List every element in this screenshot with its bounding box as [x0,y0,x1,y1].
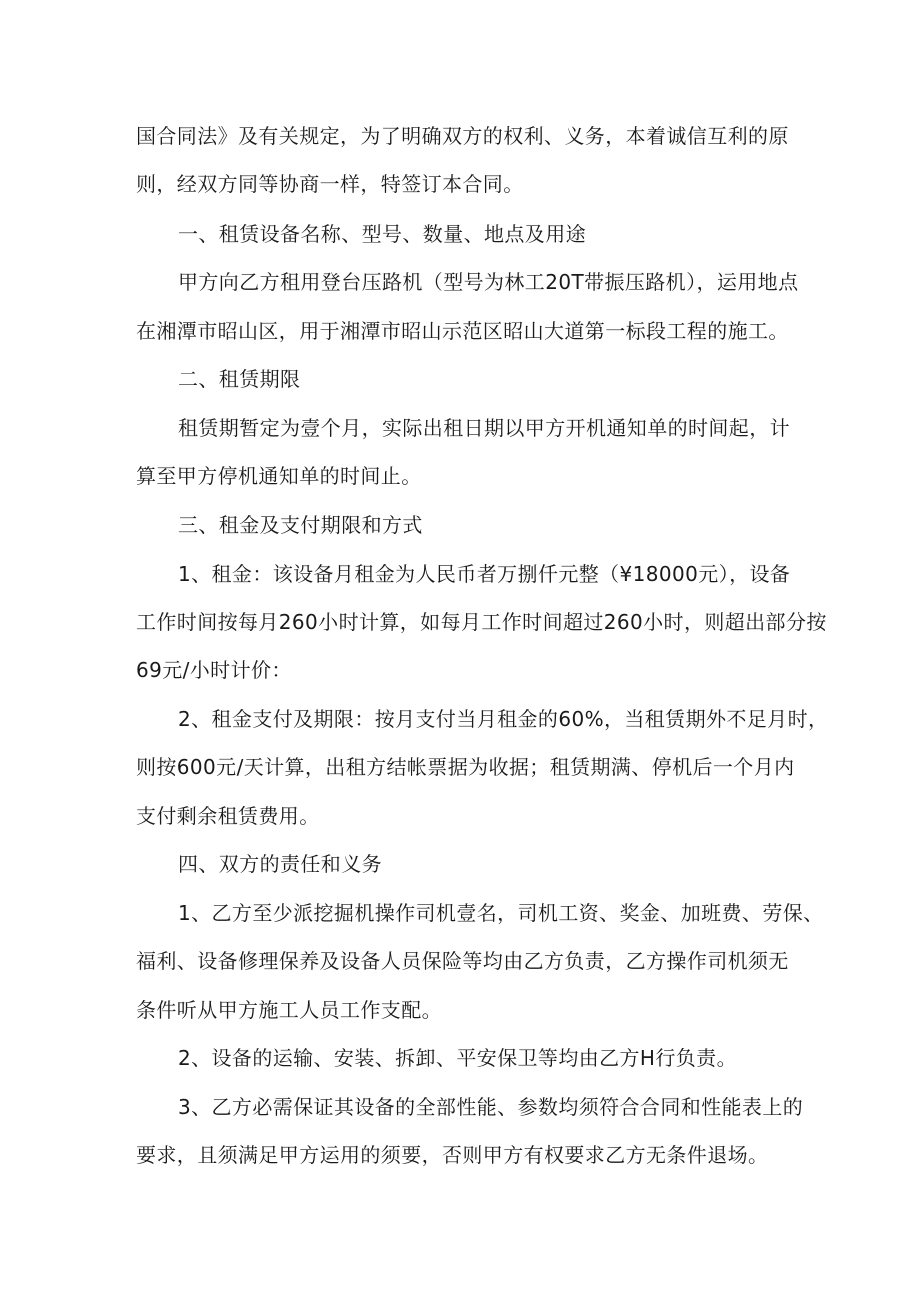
paragraph-line: 国合同法》及有关规定，为了明确双方的权利、义务，本着诚信互利的原 [136,124,789,148]
paragraph-line: 福利、设备修理保养及设备人员保险等均由乙方负责，乙方操作司机须无 [136,949,789,973]
paragraph-line: 条件听从甲方施工人员工作支配。 [136,998,442,1022]
paragraph-line: 69元/小时计价： [136,658,292,682]
paragraph-line: 要求，且须满足甲方运用的须要，否则甲方有权要求乙方无条件退场。 [136,1143,769,1167]
paragraph-line: 2、租金支付及期限：按月支付当月租金的60%，当租赁期外不足月时， [178,707,829,731]
paragraph-line: 算至甲方停机通知单的时间止。 [136,464,422,488]
paragraph-line: 1、租金：该设备月租金为人民币者万捌仟元整（¥18000元），设备 [178,562,791,586]
paragraph-line: 1、乙方至少派挖掘机操作司机壹名，司机工资、奖金、加班费、劳保、 [178,901,824,925]
paragraph-line: 在湘潭市昭山区，用于湘潭市昭山示范区昭山大道第一标段工程的施工。 [136,319,789,343]
paragraph-line: 则，经双方同等协商一样，特签订本合同。 [136,172,524,196]
section-heading-1: 一、租赁设备名称、型号、数量、地点及用途 [178,222,586,246]
paragraph-line: 2、设备的运输、安装、拆卸、平安保卫等均由乙方H行负责。 [178,1046,737,1070]
paragraph-line: 则按600元/天计算，出租方结帐票据为收据；租赁期满、停机后一个月内 [136,755,795,779]
paragraph-line: 工作时间按每月260小时计算，如每月工作时间超过260小时，则超出部分按 [136,610,827,634]
section-heading-2: 二、租赁期限 [178,367,301,391]
paragraph-line: 甲方向乙方租用登台压路机（型号为林工20T带振压路机），运用地点 [178,270,799,294]
paragraph-line: 支付剩余租赁费用。 [136,804,320,828]
paragraph-line: 3、乙方必需保证其设备的全部性能、参数均须符合合同和性能表上的 [178,1095,804,1119]
section-heading-4: 四、双方的责任和义务 [178,852,382,876]
paragraph-line: 租赁期暂定为壹个月，实际出租日期以甲方开机通知单的时间起，计 [178,416,790,440]
section-heading-3: 三、租金及支付期限和方式 [178,513,423,537]
